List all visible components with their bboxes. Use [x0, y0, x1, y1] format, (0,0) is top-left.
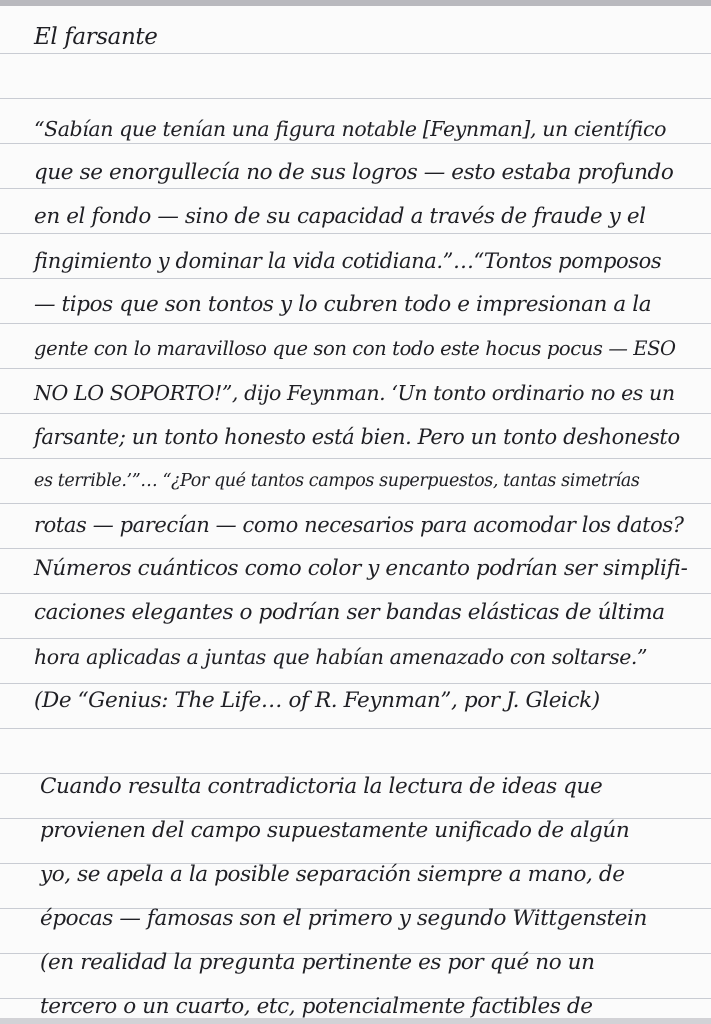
- page-title: El farsante: [34, 24, 158, 50]
- paragraph-line: Cuando resulta contradictoria la lectura de ideas que: [40, 774, 603, 799]
- bottom-edge: [0, 1018, 711, 1024]
- quote-line: — tipos que son tontos y lo cubren todo e impresionan a la: [34, 292, 652, 317]
- quote-line: en el fondo — sino de su capacidad a través de fraude y el: [34, 204, 646, 229]
- quote-line: que se enorgullecía no de sus logros — esto estaba profundo: [34, 160, 674, 185]
- quote-line: Números cuánticos como color y encanto podrían ser simplifi-: [34, 556, 688, 581]
- quote-line: “Sabían que tenían una figura notable [Feynman], un científico: [34, 117, 667, 141]
- paragraph-line: yo, se apela a la posible separación siempre a mano, de: [40, 862, 625, 887]
- quote-line: NO LO SOPORTO!”, dijo Feynman. ‘Un tonto ordinario no es un: [34, 381, 675, 405]
- notebook-page: [0, 6, 711, 1018]
- paragraph-line: épocas — famosas son el primero y segundo Wittgenstein: [40, 906, 647, 931]
- quote-line: farsante; un tonto honesto está bien. Pero un tonto deshonesto: [34, 425, 680, 449]
- quote-line: gente con lo maravilloso que son con todo este hocus pocus — ESO: [34, 337, 676, 360]
- paragraph-line: (en realidad la pregunta pertinente es por qué no un: [40, 950, 595, 975]
- paragraph-line: provienen del campo supuestamente unificado de algún: [40, 818, 630, 843]
- quote-citation: (De “Genius: The Life… of R. Feynman”, por J. Gleick): [34, 688, 600, 713]
- quote-line: caciones elegantes o podrían ser bandas elásticas de última: [34, 600, 665, 625]
- quote-line: hora aplicadas a juntas que habían amenazado con soltarse.”: [34, 645, 648, 669]
- quote-line: fingimiento y dominar la vida cotidiana.”…“Tontos pomposos: [34, 249, 662, 273]
- quote-line: es terrible.’”… “¿Por qué tantos campos superpuestos, tantas simetrías: [34, 471, 640, 491]
- paragraph-line: tercero o un cuarto, etc, potencialmente factibles de: [40, 994, 593, 1018]
- quote-line: rotas — parecían — como necesarios para acomodar los datos?: [34, 513, 684, 537]
